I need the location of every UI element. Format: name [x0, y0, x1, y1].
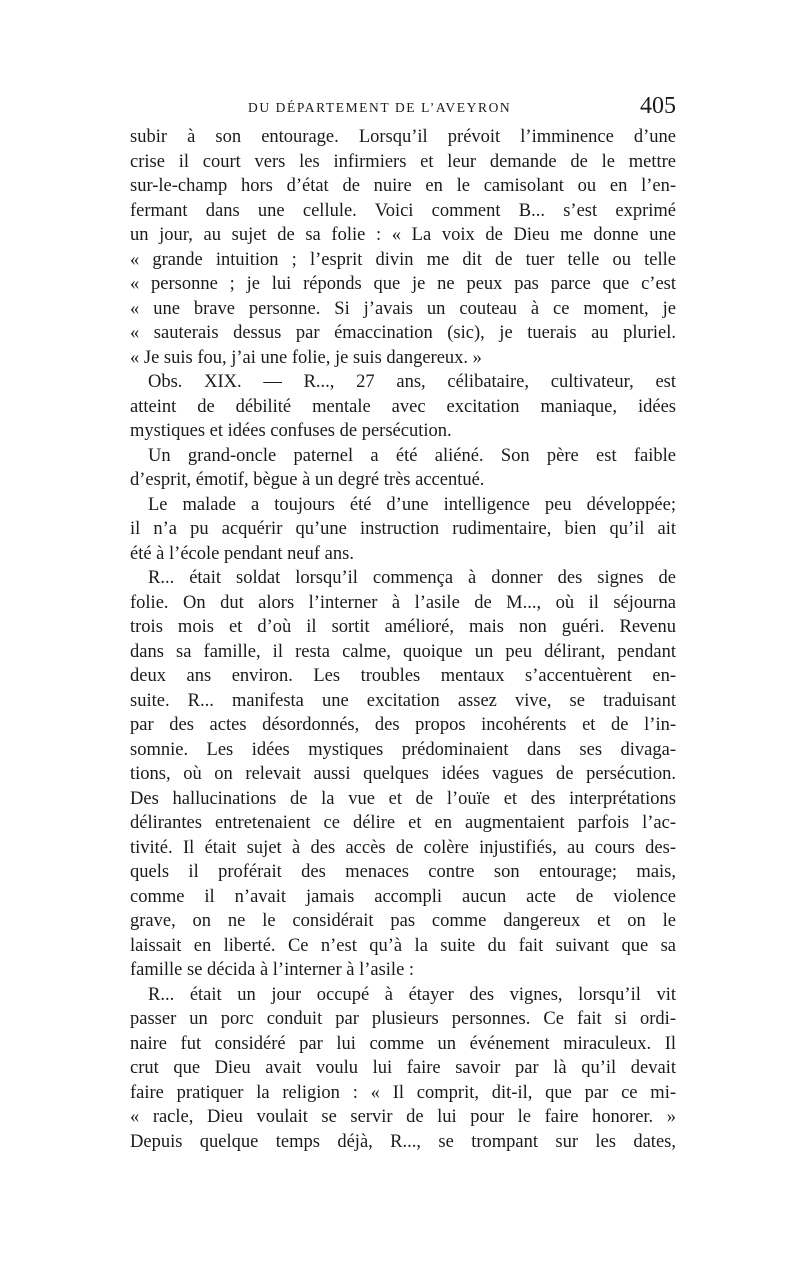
text-line: famille se décida à l’interner à l’asile : — [130, 960, 415, 980]
text-line: trois mois et d’où il sortit amélioré, mais non guéri. Revenu — [130, 617, 676, 637]
text-line: « grande intuition ; l’esprit divin me dit de tuer telle ou telle — [130, 249, 676, 270]
text-line: « une brave personne. Si j’avais un couteau à ce moment, je — [130, 298, 676, 319]
text-line: crise il court vers les infirmiers et leur demande de le mettre — [130, 151, 676, 172]
text-line: faire pratiquer la religion : « Il comprit, dit-il, que par ce mi- — [130, 1082, 676, 1103]
running-head — [130, 93, 676, 120]
text-line: crut que Dieu avait voulu lui faire savoir par là qu’il devait — [130, 1058, 676, 1078]
text-line: suite. R... manifesta une excitation assez vive, se traduisant — [130, 690, 676, 711]
text-line: passer un porc conduit par plusieurs personnes. Ce fait si ordi- — [130, 1009, 676, 1029]
text-line: par des actes désordonnés, des propos incohérents et de l’in- — [130, 715, 676, 735]
text-line: tions, où on relevait aussi quelques idées vagues de persécution. — [130, 764, 676, 784]
text-line: grave, on ne le considérait pas comme dangereux et on le — [130, 911, 676, 931]
text-line: été à l’école pendant neuf ans. — [130, 543, 354, 564]
text-line: Obs. XIX. — R..., 27 ans, célibataire, cultivateur, est — [148, 372, 676, 392]
text-line: dans sa famille, il resta calme, quoique un peu délirant, pendant — [130, 641, 676, 662]
text-line: un jour, au sujet de sa folie : « La voix de Dieu me donne une — [130, 225, 676, 245]
text-line: Des hallucinations de la vue et de l’ouïe et des interprétations — [130, 788, 676, 809]
text-line: R... était un jour occupé à étayer des vignes, lorsqu’il vit — [148, 984, 676, 1005]
text-line: naire fut considéré par lui comme un événement miraculeux. Il — [130, 1033, 676, 1054]
text-line: somnie. Les idées mystiques prédominaient dans ses divaga- — [130, 739, 676, 760]
text-line: « Je suis fou, j’ai une folie, je suis dangereux. » — [130, 347, 482, 368]
text-line: laissait en liberté. Ce n’est qu’à la suite du fait suivant que sa — [130, 935, 676, 956]
text-line: il n’a pu acquérir qu’une instruction rudimentaire, bien qu’il ait — [130, 519, 676, 539]
text-line: R... était soldat lorsqu’il commença à donner des signes de — [148, 568, 676, 588]
text-line: Depuis quelque temps déjà, R..., se trompant sur les dates, — [130, 1131, 676, 1152]
text-line: sur-le-champ hors d’état de nuire en le camisolant ou en l’en- — [130, 176, 676, 196]
text-line: mystiques et idées confuses de persécution. — [130, 421, 452, 441]
text-line: Un grand-oncle paternel a été aliéné. Son père est faible — [148, 445, 676, 466]
text-line: folie. On dut alors l’interner à l’asile de M..., où il séjourna — [130, 592, 676, 613]
text-line: fermant dans une cellule. Voici comment B... s’est exprimé — [130, 200, 676, 221]
text-line: d’esprit, émotif, bègue à un degré très accentué. — [130, 470, 485, 490]
text-line: tivité. Il était sujet à des accès de colère injustifiés, au cours des- — [130, 837, 676, 858]
page-number: 405 — [640, 93, 676, 119]
text-line: « personne ; je lui réponds que je ne peux pas parce que c’est — [130, 274, 676, 294]
text-line: « sauterais dessus par émaccination (sic), je tuerais au pluriel. — [130, 323, 676, 343]
running-title: DU DÉPARTEMENT DE L’AVEYRON — [248, 100, 512, 115]
text-line: délirantes entretenaient ce délire et en augmentaient parfois l’ac- — [130, 813, 676, 833]
body-text — [130, 125, 676, 1154]
text-line: subir à son entourage. Lorsqu’il prévoit l’imminence d’une — [130, 127, 676, 147]
text-line: atteint de débilité mentale avec excitation maniaque, idées — [130, 396, 676, 417]
text-line: quels il proférait des menaces contre son entourage; mais, — [130, 862, 676, 882]
text-line: « racle, Dieu voulait se servir de lui pour le faire honorer. » — [130, 1107, 676, 1127]
text-line: deux ans environ. Les troubles mentaux s’accentuèrent en- — [130, 666, 676, 686]
text-line: Le malade a toujours été d’une intelligence peu développée; — [148, 494, 676, 515]
text-line: comme il n’avait jamais accompli aucun acte de violence — [130, 886, 676, 907]
